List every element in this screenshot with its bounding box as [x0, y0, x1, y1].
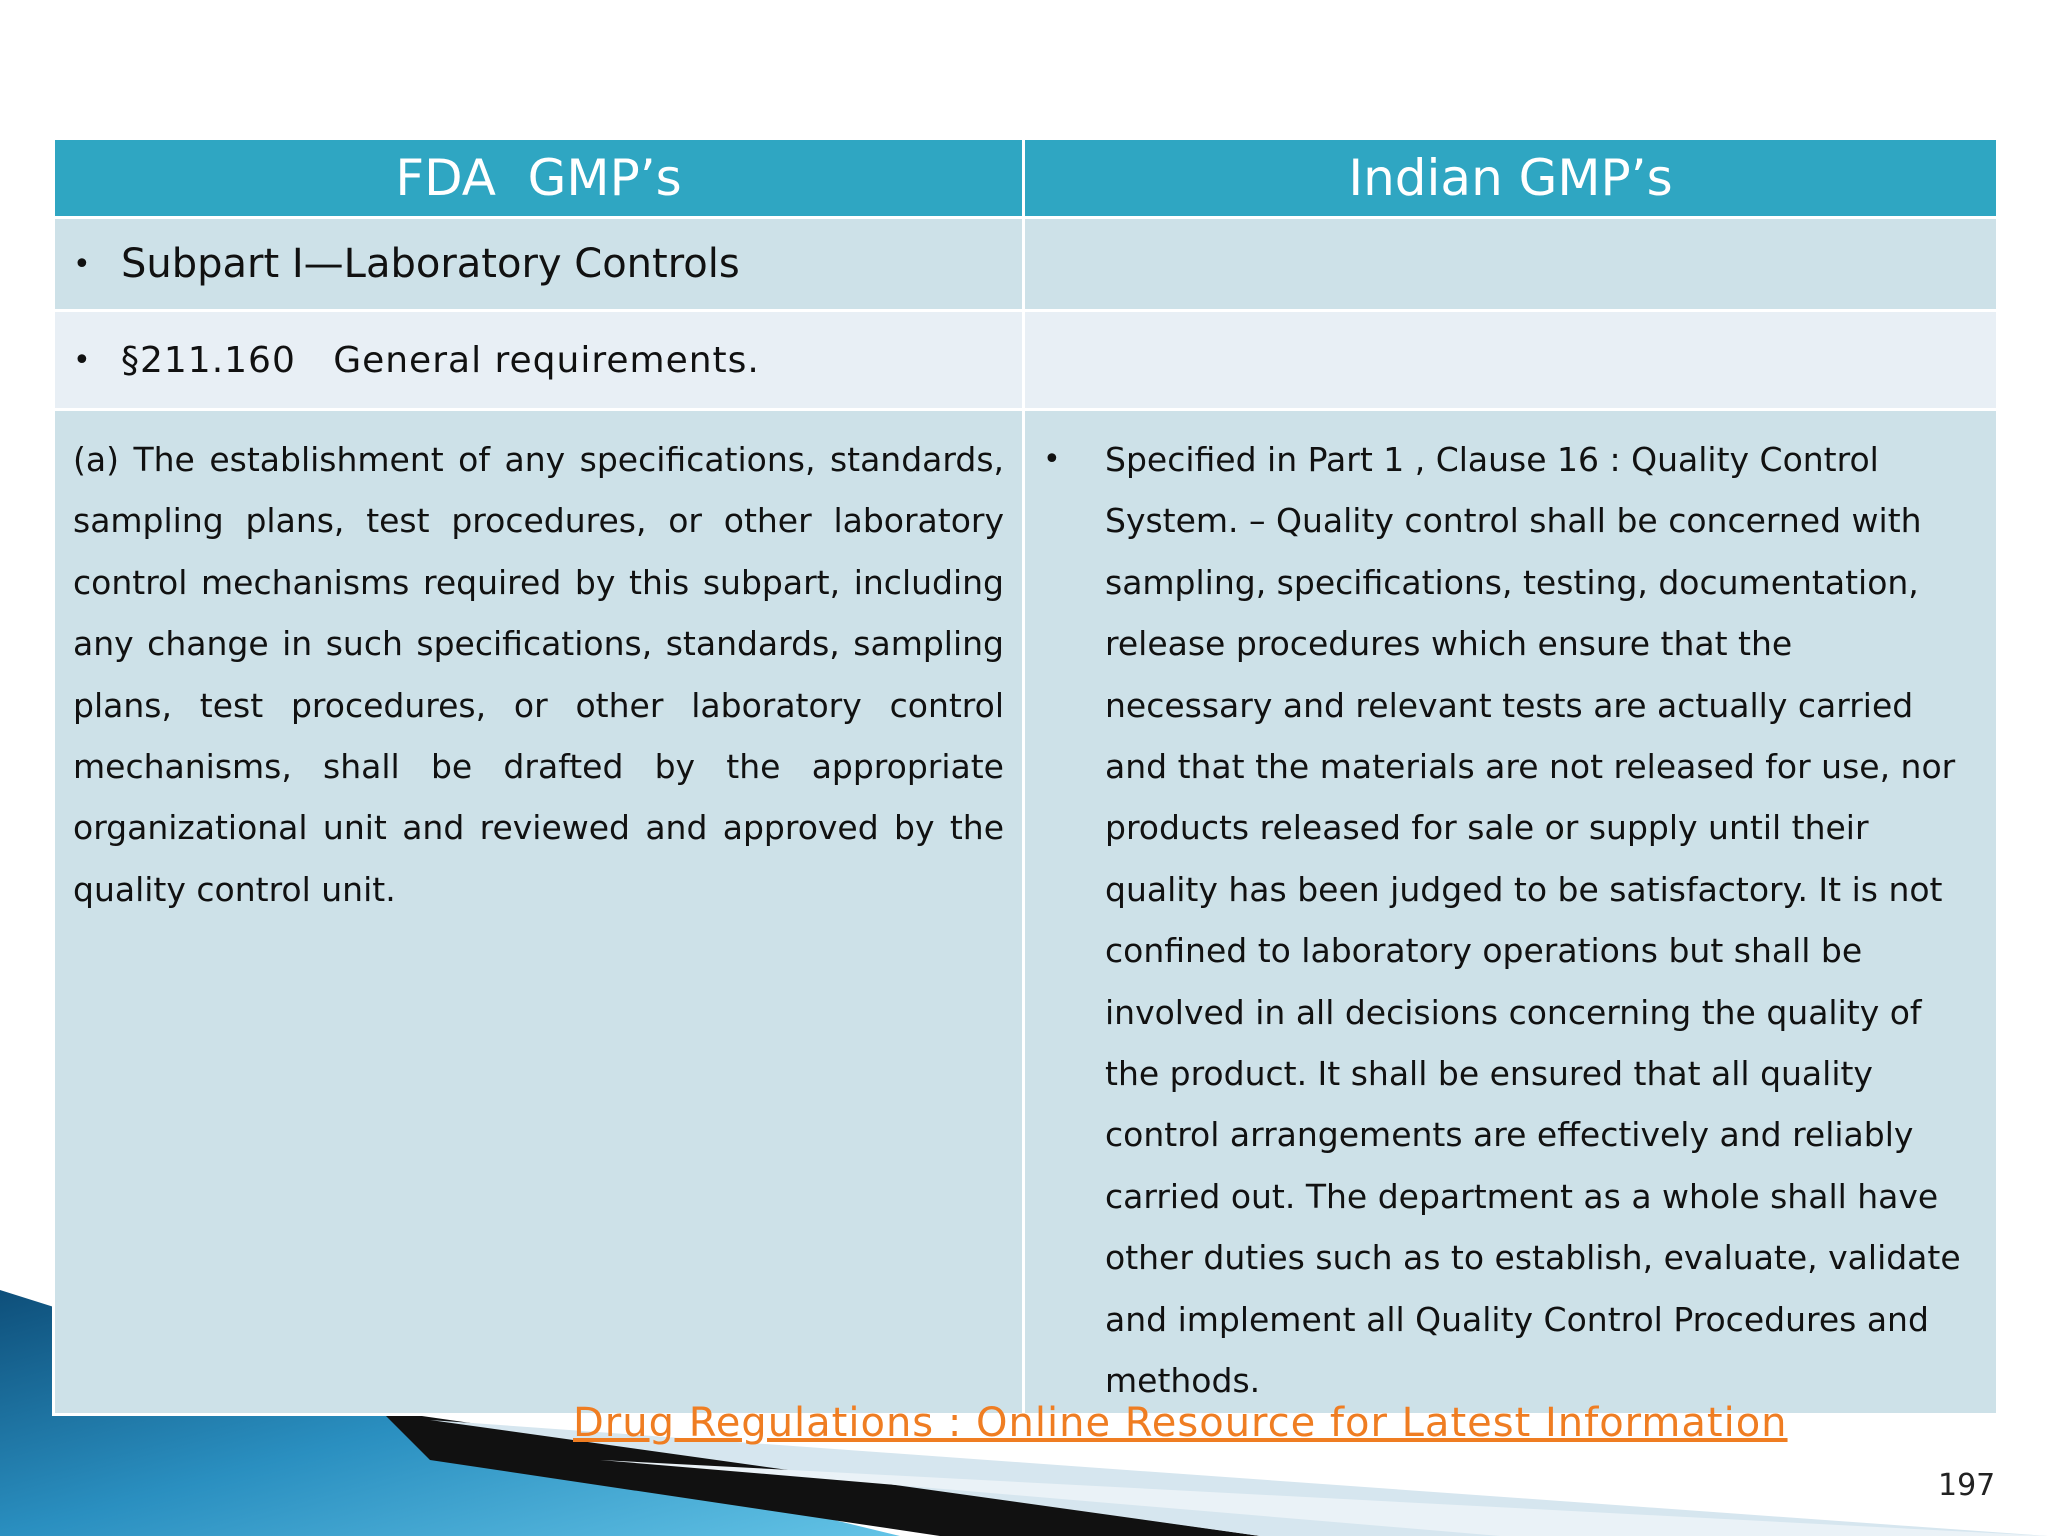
indian-requirement-text: Specified in Part 1 , Clause 16 : Quality Control System. – Quality control shall be concerned with sampling, specifications, testing, documentation, release procedures which ensure that the necessary and relevant tests are actually carried and that the materials are not released for use, nor products released for sale or supply until their quality has been judged to be satisfactory. It is not confined to laboratory operations but shall be involved in all decisions concerning the quality of the product. It shall be ensured that all quality control arrangements are effectively and reliably carried out. The department as a whole shall have other duties such as to establish, evaluate, validate and implement all Quality Control Procedures and methods.: [1105, 440, 1961, 1401]
header-fda-gmps: FDA GMP’s: [54, 139, 1024, 218]
section-title: §211.160 General requirements.: [121, 339, 760, 381]
bullet-icon: •: [1043, 442, 1061, 477]
header-indian-gmps: Indian GMP’s: [1024, 139, 1998, 218]
bullet-icon: •: [73, 246, 91, 282]
subpart-title: Subpart I—Laboratory Controls: [121, 241, 740, 287]
drug-regulations-link[interactable]: Drug Regulations : Online Resource for Latest Information: [573, 1400, 1788, 1446]
row2-left-cell: [54, 311, 1024, 410]
row2-right-cell: [1024, 311, 1998, 410]
gmp-comparison-table: [52, 137, 1999, 1416]
row1-left-cell: [54, 218, 1024, 311]
table-row: [54, 410, 1998, 1415]
row3-left-cell: [54, 410, 1024, 1415]
table-row: [54, 218, 1998, 311]
bullet-icon: •: [73, 342, 92, 378]
row1-right-cell: [1024, 218, 1998, 311]
page-number: 197: [1938, 1468, 1996, 1503]
fda-requirement-text: (a) The establishment of any specifications, standards, sampling plans, test procedures, or other laboratory control mechanisms required by this subpart, including any change in such specifications, standards, sampling plans, test procedures, or other laboratory control mechanisms, shall be drafted by the appropriate organizational unit and reviewed and approved by the quality control unit.: [73, 440, 1004, 909]
table-row: [54, 311, 1998, 410]
row3-right-cell: [1024, 410, 1998, 1415]
table-header-row: [54, 139, 1998, 218]
